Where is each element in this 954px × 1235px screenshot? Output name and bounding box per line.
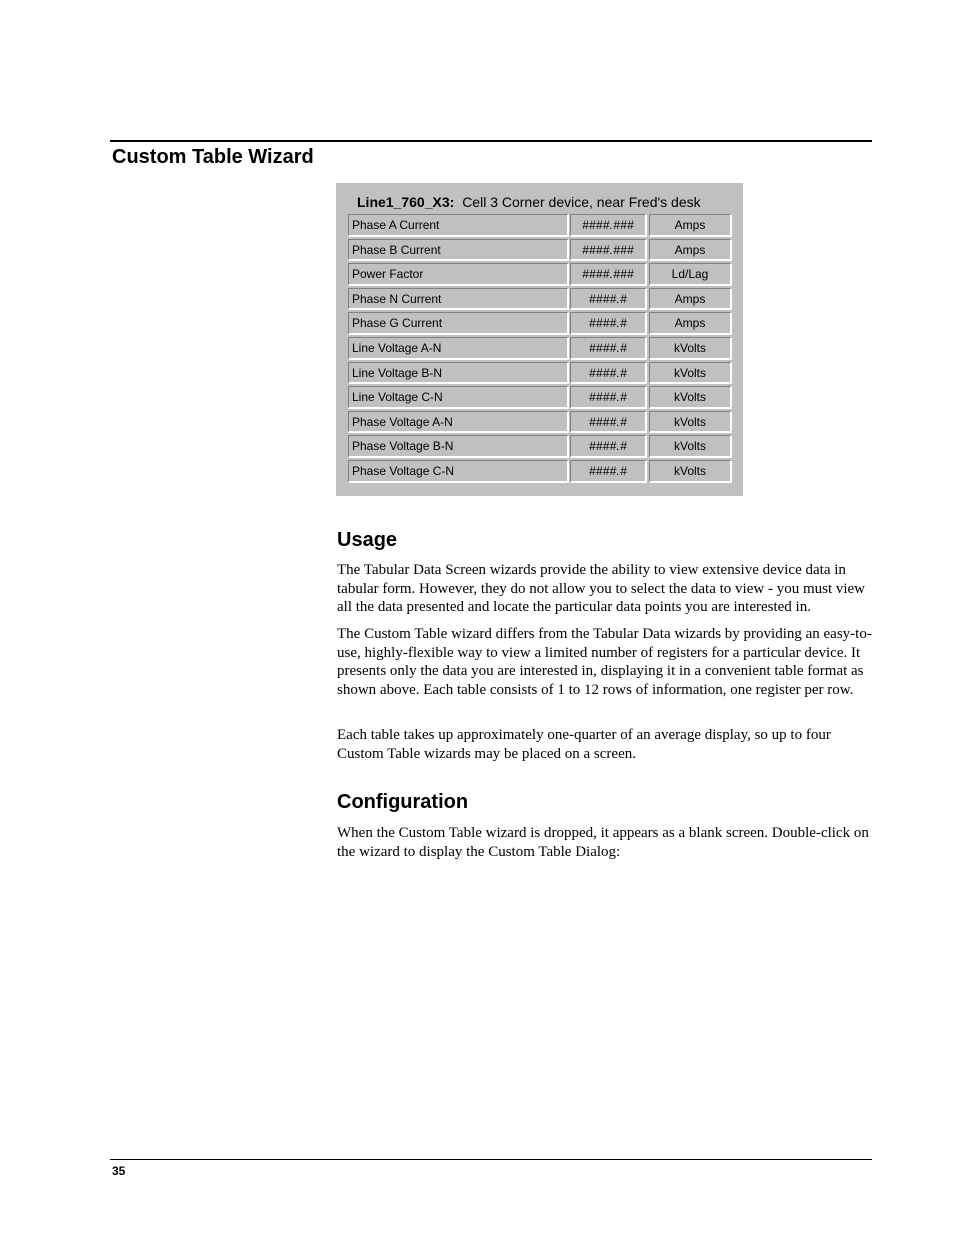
table-row [348, 411, 732, 434]
register-name-cell: Phase B Current [348, 239, 569, 262]
usage-paragraph-3: Each table takes up approximately one-quarter of an average display, so up to four Custom Table wizards may be placed on a screen. [337, 727, 831, 762]
table-row [348, 337, 732, 360]
register-unit-cell: kVolts [649, 337, 732, 360]
register-name-cell: Line Voltage C-N [348, 386, 569, 409]
widget-header [348, 192, 732, 212]
register-name-cell: Phase Voltage B-N [348, 435, 569, 458]
usage-paragraph-1: The Tabular Data Screen wizards provide the ability to view extensive device data in tabular form. However, they do not allow you to select the data to view - you must view all the data presented and locate the particular data points you are interested in. [337, 562, 866, 616]
register-unit-cell: kVolts [649, 362, 732, 385]
register-unit-cell: Amps [649, 312, 732, 335]
configuration-paragraph-1: When the Custom Table wizard is dropped, it appears as a blank screen. Double-click on the wizard to display the Custom Table Dialog: [337, 825, 869, 860]
usage-heading: Usage [337, 529, 398, 551]
table-row [348, 288, 732, 311]
register-name-cell: Phase A Current [348, 214, 569, 237]
register-name-cell: Phase G Current [348, 312, 569, 335]
footer-rule [110, 1159, 872, 1160]
table-row [348, 214, 732, 237]
table-row [348, 386, 732, 409]
register-value-cell: ####.### [570, 239, 647, 262]
top-rule [110, 140, 872, 142]
table-row [348, 239, 732, 262]
register-value-cell: ####.# [570, 288, 647, 311]
table-row [348, 435, 732, 458]
register-unit-cell: kVolts [649, 435, 732, 458]
table-row [348, 312, 732, 335]
device-name: Line1_760_X3: [357, 194, 455, 210]
custom-table-screenshot [336, 183, 743, 496]
register-name-cell: Phase Voltage A-N [348, 411, 569, 434]
register-value-cell: ####.# [570, 435, 647, 458]
register-value-cell: ####.# [570, 411, 647, 434]
section-title: Custom Table Wizard [112, 146, 314, 168]
table-row [348, 263, 732, 286]
register-value-cell: ####.# [570, 312, 647, 335]
register-unit-cell: Amps [649, 288, 732, 311]
widget-rows [348, 214, 732, 483]
register-unit-cell: Amps [649, 214, 732, 237]
register-unit-cell: Ld/Lag [649, 263, 732, 286]
register-name-cell: Phase N Current [348, 288, 569, 311]
device-description: Cell 3 Corner device, near Fred's desk [462, 194, 701, 210]
register-value-cell: ####.# [570, 386, 647, 409]
register-unit-cell: Amps [649, 239, 732, 262]
usage-paragraph-2: The Custom Table wizard differs from the Tabular Data wizards by providing an easy-to-use, highly-flexible way to view a limited number of registers for a particular device. It presents only the data you are interested in, displaying it in a convenient table format as shown above. Each table consists of 1 to 12 rows of information, one register per row. [337, 626, 872, 698]
register-name-cell: Line Voltage A-N [348, 337, 569, 360]
table-row [348, 362, 732, 385]
register-value-cell: ####.# [570, 362, 647, 385]
page-number: 35 [112, 1164, 126, 1178]
register-unit-cell: kVolts [649, 386, 732, 409]
register-name-cell: Line Voltage B-N [348, 362, 569, 385]
register-unit-cell: kVolts [649, 411, 732, 434]
register-value-cell: ####.### [570, 214, 647, 237]
configuration-heading: Configuration [337, 791, 469, 813]
register-name-cell: Power Factor [348, 263, 569, 286]
table-row [348, 460, 732, 483]
register-name-cell: Phase Voltage C-N [348, 460, 569, 483]
register-value-cell: ####.# [570, 337, 647, 360]
register-unit-cell: kVolts [649, 460, 732, 483]
register-value-cell: ####.### [570, 263, 647, 286]
register-value-cell: ####.# [570, 460, 647, 483]
